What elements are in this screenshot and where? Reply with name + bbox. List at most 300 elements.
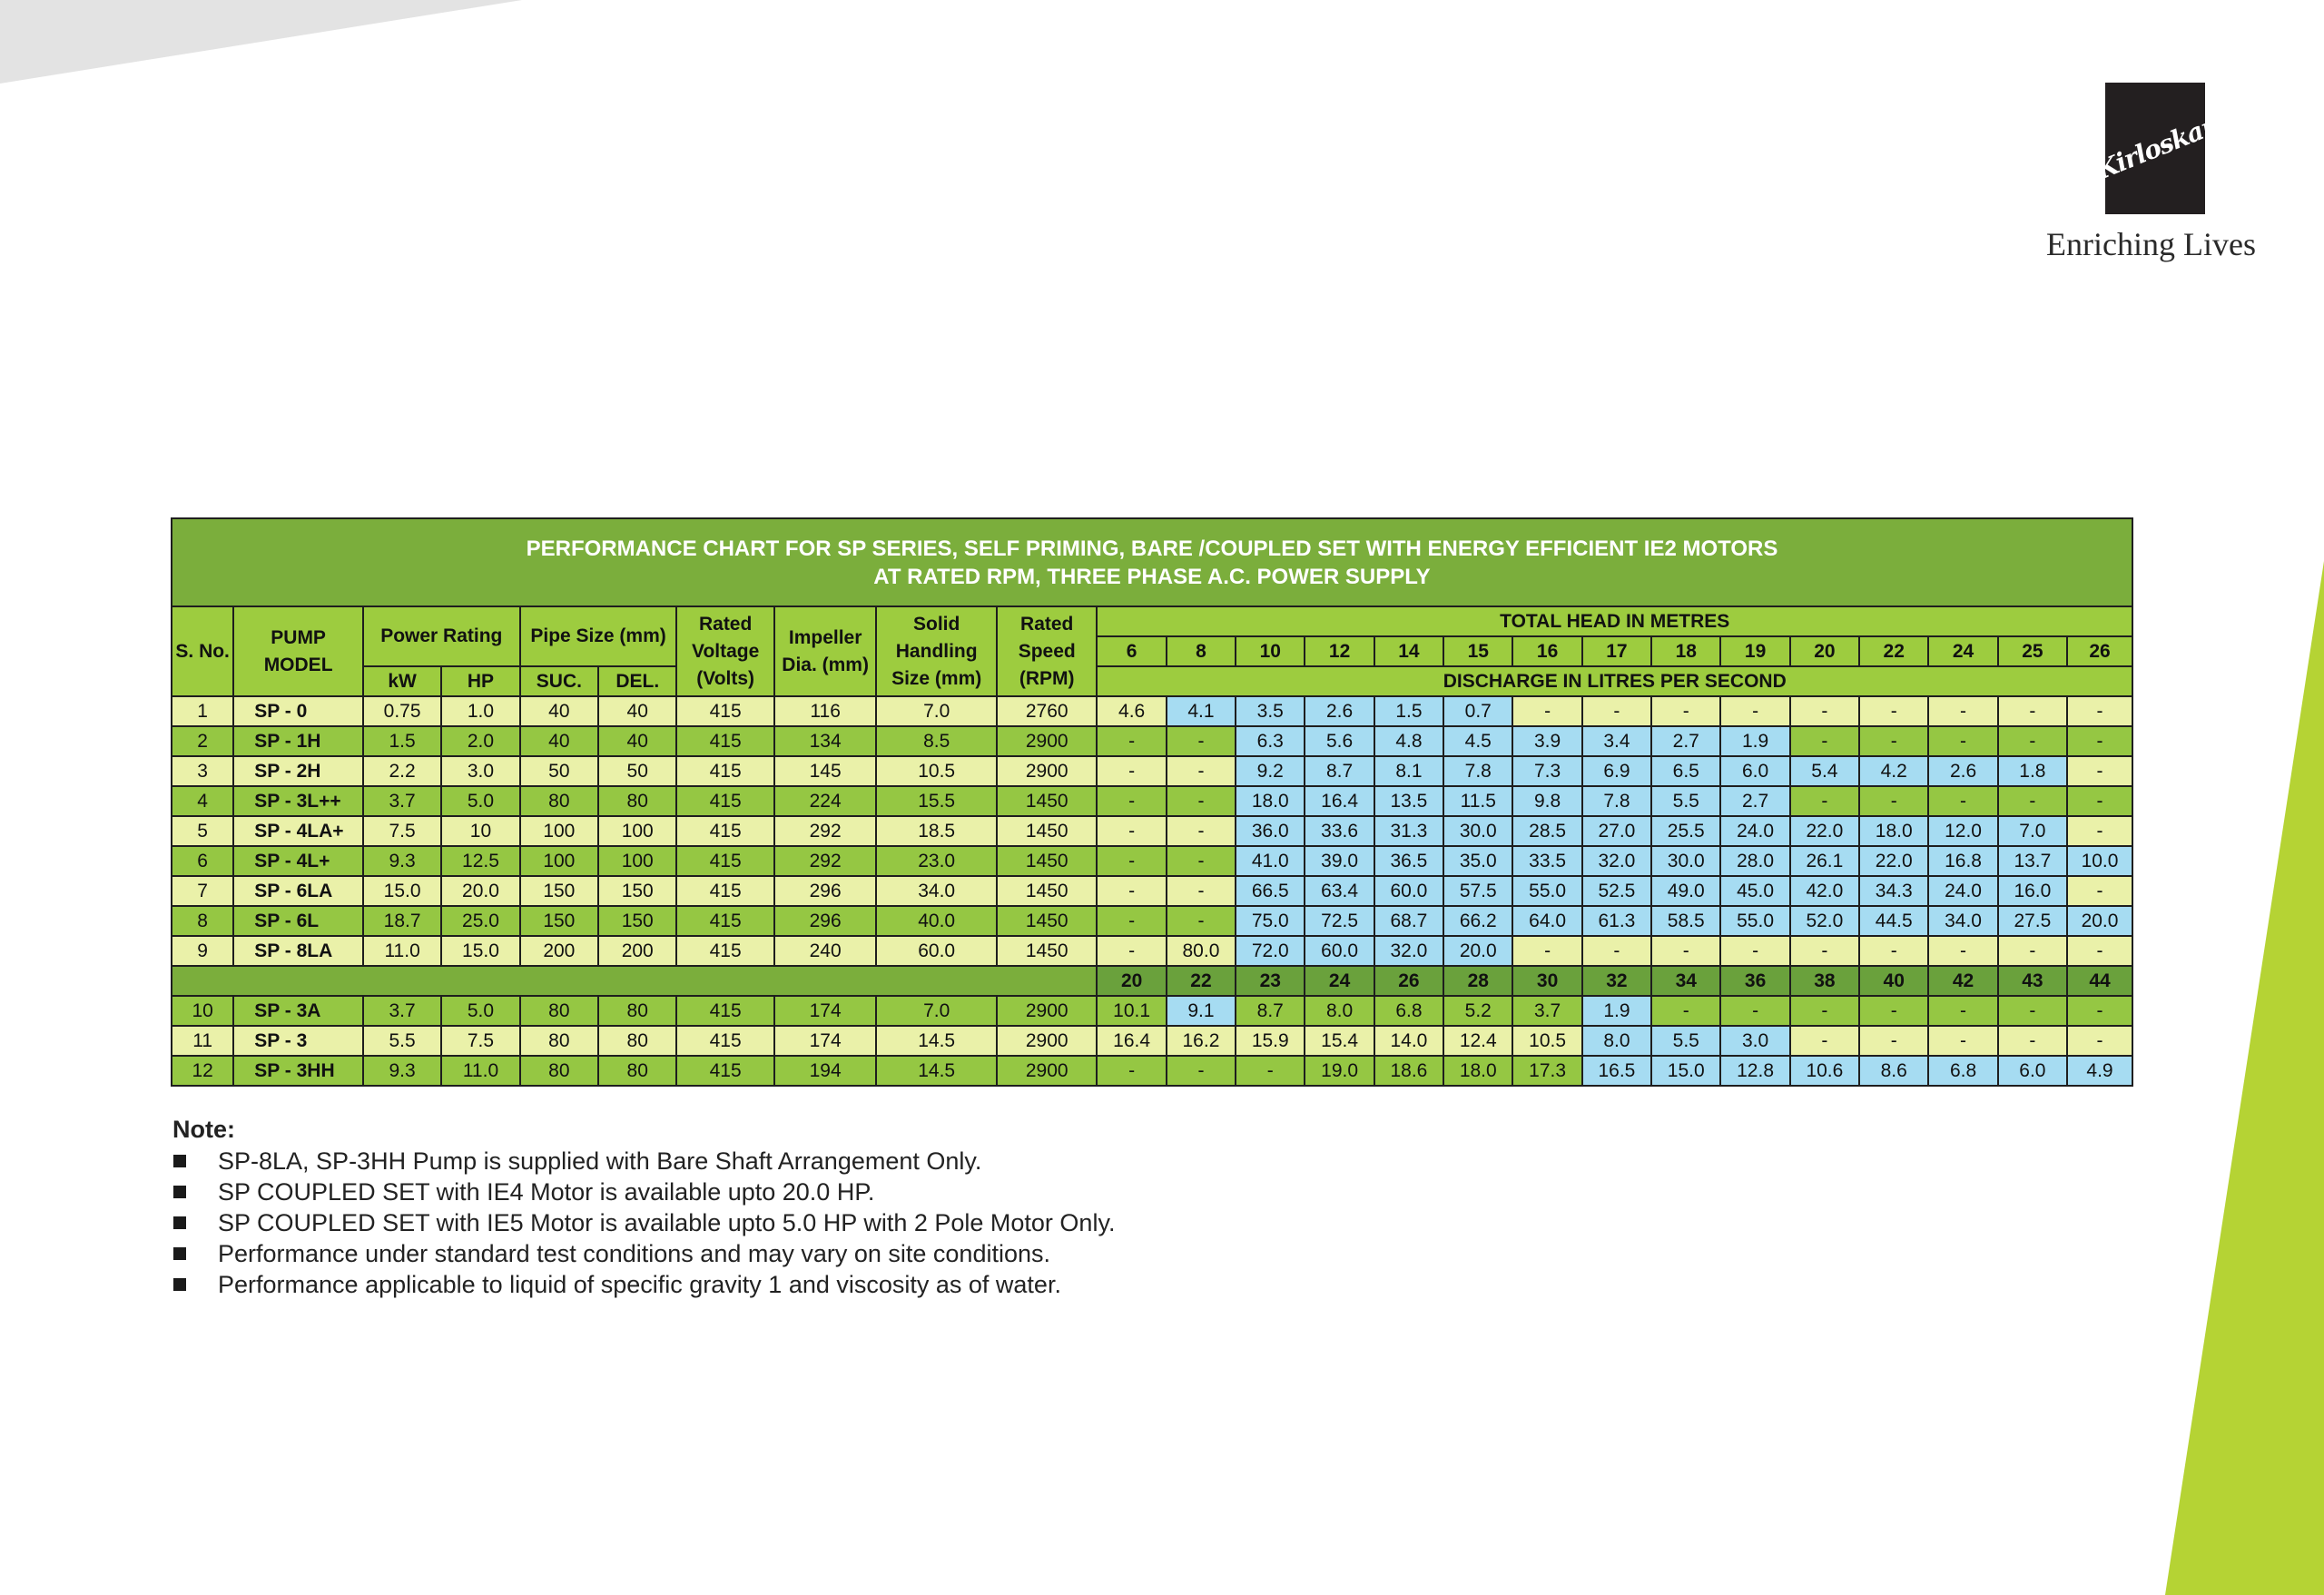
discharge-cell: - — [2067, 816, 2132, 846]
discharge-cell: 3.9 — [1512, 726, 1581, 756]
discharge-cell: - — [1512, 936, 1581, 966]
volts-cell: 415 — [676, 906, 773, 936]
head-value-cell: 40 — [1859, 966, 1928, 996]
sno-cell: 9 — [172, 936, 233, 966]
discharge-cell: - — [1651, 696, 1720, 726]
head-value-cell: 16 — [1512, 636, 1581, 666]
discharge-cell: 30.0 — [1651, 846, 1720, 876]
header-impeller-dia — [774, 606, 877, 696]
head-value-cell: 43 — [1998, 966, 2067, 996]
sno-cell: 8 — [172, 906, 233, 936]
note-item — [172, 1269, 1115, 1300]
head-value-cell: 18 — [1651, 636, 1720, 666]
head-value-cell: 36 — [1720, 966, 1789, 996]
discharge-cell: 1.9 — [1720, 726, 1789, 756]
discharge-cell: 7.3 — [1512, 756, 1581, 786]
header-solid-line-1: Solid — [913, 613, 960, 635]
discharge-cell: 3.5 — [1236, 696, 1305, 726]
impeller-cell: 240 — [774, 936, 877, 966]
discharge-cell: - — [1790, 996, 1859, 1026]
discharge-cell: 35.0 — [1443, 846, 1512, 876]
discharge-cell: 52.5 — [1582, 876, 1651, 906]
header-row-1 — [172, 606, 2132, 636]
hp-cell: 20.0 — [441, 876, 519, 906]
discharge-cell: - — [1928, 786, 1997, 816]
impeller-cell: 296 — [774, 876, 877, 906]
brand-tagline: Enriching Lives — [2046, 226, 2256, 262]
discharge-cell: 6.0 — [1998, 1056, 2067, 1086]
discharge-cell: 14.0 — [1374, 1026, 1443, 1056]
discharge-cell: 17.3 — [1512, 1056, 1581, 1086]
discharge-cell: 4.1 — [1167, 696, 1236, 726]
square-bullet-icon — [173, 1155, 186, 1167]
discharge-cell: 7.0 — [1998, 816, 2067, 846]
head-value-cell: 10 — [1236, 636, 1305, 666]
solid-cell: 7.0 — [876, 996, 997, 1026]
head-value-cell: 20 — [1097, 966, 1166, 996]
sno-cell: 11 — [172, 1026, 233, 1056]
hp-cell: 1.0 — [441, 696, 519, 726]
header-sno: S. No. — [172, 606, 233, 696]
hp-cell: 7.5 — [441, 1026, 519, 1056]
discharge-cell: - — [1167, 906, 1236, 936]
discharge-cell: 45.0 — [1720, 876, 1789, 906]
discharge-cell: - — [1720, 936, 1789, 966]
solid-cell: 23.0 — [876, 846, 997, 876]
discharge-cell: - — [1097, 936, 1166, 966]
model-cell: SP - 4L+ — [233, 846, 363, 876]
volts-cell: 415 — [676, 726, 773, 756]
discharge-cell: 22.0 — [1790, 816, 1859, 846]
discharge-cell: - — [2067, 876, 2132, 906]
kw-cell: 18.7 — [363, 906, 441, 936]
discharge-cell: 8.0 — [1305, 996, 1374, 1026]
header-pipe-size: Pipe Size (mm) — [520, 606, 677, 666]
note-item — [172, 1238, 1115, 1269]
rpm-cell: 1450 — [997, 936, 1097, 966]
discharge-cell: - — [1928, 726, 1997, 756]
header-power-rating: Power Rating — [363, 606, 520, 666]
impeller-cell: 292 — [774, 816, 877, 846]
discharge-cell: 15.4 — [1305, 1026, 1374, 1056]
discharge-cell: 80.0 — [1167, 936, 1236, 966]
discharge-cell: 30.0 — [1443, 816, 1512, 846]
note-item — [172, 1177, 1115, 1207]
discharge-cell: - — [2067, 996, 2132, 1026]
discharge-cell: - — [1790, 936, 1859, 966]
head-value-cell: 6 — [1097, 636, 1166, 666]
discharge-cell: 28.5 — [1512, 816, 1581, 846]
discharge-cell: 72.0 — [1236, 936, 1305, 966]
discharge-cell: - — [1582, 936, 1651, 966]
discharge-cell: 12.8 — [1720, 1056, 1789, 1086]
discharge-cell: 5.6 — [1305, 726, 1374, 756]
side-green-band — [2165, 561, 2324, 1595]
model-cell: SP - 3HH — [233, 1056, 363, 1086]
discharge-cell: 8.7 — [1305, 756, 1374, 786]
head-value-cell: 14 — [1374, 636, 1443, 666]
discharge-cell: 75.0 — [1236, 906, 1305, 936]
header-voltage-line-2: Voltage — [692, 640, 760, 662]
head-value-cell: 32 — [1582, 966, 1651, 996]
impeller-cell: 292 — [774, 846, 877, 876]
discharge-cell: - — [2067, 756, 2132, 786]
discharge-cell: 2.6 — [1305, 696, 1374, 726]
discharge-cell: 9.8 — [1512, 786, 1581, 816]
discharge-cell: - — [1859, 996, 1928, 1026]
header-hp: HP — [441, 666, 519, 696]
discharge-cell: 18.0 — [1443, 1056, 1512, 1086]
discharge-cell: - — [1097, 906, 1166, 936]
discharge-cell: 15.9 — [1236, 1026, 1305, 1056]
head-value-cell: 25 — [1998, 636, 2067, 666]
rpm-cell: 1450 — [997, 786, 1097, 816]
note-text: SP-8LA, SP-3HH Pump is supplied with Bare Shaft Arrangement Only. — [218, 1147, 982, 1175]
impeller-cell: 145 — [774, 756, 877, 786]
solid-cell: 8.5 — [876, 726, 997, 756]
table-title-line-2: AT RATED RPM, THREE PHASE A.C. POWER SUPPLY — [873, 564, 1431, 589]
discharge-cell: 8.0 — [1582, 1026, 1651, 1056]
discharge-cell: 16.2 — [1167, 1026, 1236, 1056]
impeller-cell: 174 — [774, 996, 877, 1026]
discharge-cell: 16.8 — [1928, 846, 1997, 876]
discharge-cell: 58.5 — [1651, 906, 1720, 936]
discharge-cell: 32.0 — [1374, 936, 1443, 966]
square-bullet-icon — [173, 1216, 186, 1229]
note-item — [172, 1207, 1115, 1238]
header-solid-line-3: Size (mm) — [891, 667, 982, 689]
discharge-cell: - — [1097, 846, 1166, 876]
head-value-cell: 17 — [1582, 636, 1651, 666]
discharge-cell: 10.5 — [1512, 1026, 1581, 1056]
header-kw: kW — [363, 666, 441, 696]
sno-cell: 12 — [172, 1056, 233, 1086]
sno-cell: 5 — [172, 816, 233, 846]
discharge-cell: - — [2067, 696, 2132, 726]
volts-cell: 415 — [676, 996, 773, 1026]
discharge-cell: - — [1859, 726, 1928, 756]
discharge-cell: - — [1928, 996, 1997, 1026]
discharge-cell: 8.6 — [1859, 1056, 1928, 1086]
header-solid-handling — [876, 606, 997, 696]
discharge-cell: 19.0 — [1305, 1056, 1374, 1086]
discharge-cell: 28.0 — [1720, 846, 1789, 876]
discharge-cell: - — [1998, 726, 2067, 756]
discharge-cell: - — [1859, 696, 1928, 726]
model-cell: SP - 4LA+ — [233, 816, 363, 846]
table-row — [172, 786, 2132, 816]
table-row — [172, 1026, 2132, 1056]
header-impeller-line-1: Impeller — [788, 626, 862, 648]
discharge-cell: - — [1167, 846, 1236, 876]
discharge-cell: 24.0 — [1928, 876, 1997, 906]
discharge-cell: - — [1928, 1026, 1997, 1056]
header-discharge: DISCHARGE IN LITRES PER SECOND — [1097, 666, 2132, 696]
del-cell: 200 — [598, 936, 676, 966]
discharge-cell: 57.5 — [1443, 876, 1512, 906]
table-row — [172, 726, 2132, 756]
discharge-cell: 55.0 — [1512, 876, 1581, 906]
discharge-cell: 10.1 — [1097, 996, 1166, 1026]
discharge-cell: - — [1928, 936, 1997, 966]
solid-cell: 7.0 — [876, 696, 997, 726]
discharge-cell: - — [1651, 936, 1720, 966]
discharge-cell: 18.6 — [1374, 1056, 1443, 1086]
solid-cell: 10.5 — [876, 756, 997, 786]
del-cell: 100 — [598, 816, 676, 846]
volts-cell: 415 — [676, 756, 773, 786]
discharge-cell: - — [1720, 996, 1789, 1026]
discharge-cell: 6.5 — [1651, 756, 1720, 786]
discharge-cell: 34.3 — [1859, 876, 1928, 906]
head-value-cell: 23 — [1236, 966, 1305, 996]
discharge-cell: - — [1790, 696, 1859, 726]
head-value-cell: 15 — [1443, 636, 1512, 666]
header-voltage-line-1: Rated — [698, 613, 753, 635]
discharge-cell: 32.0 — [1582, 846, 1651, 876]
volts-cell: 415 — [676, 936, 773, 966]
discharge-cell: - — [1720, 696, 1789, 726]
head-value-cell: 28 — [1443, 966, 1512, 996]
discharge-cell: - — [1097, 726, 1166, 756]
note-text: SP COUPLED SET with IE5 Motor is available upto 5.0 HP with 2 Pole Motor Only. — [218, 1209, 1116, 1236]
kw-cell: 0.75 — [363, 696, 441, 726]
discharge-cell: - — [1097, 816, 1166, 846]
discharge-cell: 16.4 — [1305, 786, 1374, 816]
suc-cell: 150 — [520, 876, 598, 906]
discharge-cell: 2.7 — [1651, 726, 1720, 756]
solid-cell: 40.0 — [876, 906, 997, 936]
suc-cell: 40 — [520, 726, 598, 756]
discharge-cell: - — [2067, 936, 2132, 966]
discharge-cell: 6.8 — [1374, 996, 1443, 1026]
discharge-cell: 11.5 — [1443, 786, 1512, 816]
solid-cell: 34.0 — [876, 876, 997, 906]
sno-cell: 1 — [172, 696, 233, 726]
head-value-cell: 26 — [2067, 636, 2132, 666]
hp-cell: 11.0 — [441, 1056, 519, 1086]
discharge-cell: 12.4 — [1443, 1026, 1512, 1056]
model-cell: SP - 3L++ — [233, 786, 363, 816]
notes-title: Note: — [172, 1116, 235, 1143]
kw-cell: 9.3 — [363, 846, 441, 876]
discharge-cell: 5.2 — [1443, 996, 1512, 1026]
suc-cell: 80 — [520, 996, 598, 1026]
head-value-cell: 34 — [1651, 966, 1720, 996]
suc-cell: 100 — [520, 846, 598, 876]
discharge-cell: 6.0 — [1720, 756, 1789, 786]
del-cell: 100 — [598, 846, 676, 876]
table-row — [172, 936, 2132, 966]
discharge-cell: - — [1998, 1026, 2067, 1056]
model-cell: SP - 6LA — [233, 876, 363, 906]
impeller-cell: 224 — [774, 786, 877, 816]
head-value-cell: 42 — [1928, 966, 1997, 996]
discharge-cell: 8.1 — [1374, 756, 1443, 786]
discharge-cell: 9.2 — [1236, 756, 1305, 786]
discharge-cell: 6.9 — [1582, 756, 1651, 786]
note-text: Performance applicable to liquid of specific gravity 1 and viscosity as of water. — [218, 1271, 1061, 1298]
solid-cell: 18.5 — [876, 816, 997, 846]
discharge-cell: - — [1167, 786, 1236, 816]
model-cell: SP - 3A — [233, 996, 363, 1026]
discharge-cell: - — [1167, 816, 1236, 846]
sno-cell: 2 — [172, 726, 233, 756]
notes-list — [172, 1146, 1115, 1300]
discharge-cell: 18.0 — [1859, 816, 1928, 846]
kw-cell: 3.7 — [363, 786, 441, 816]
impeller-cell: 116 — [774, 696, 877, 726]
discharge-cell: 6.3 — [1236, 726, 1305, 756]
sno-cell: 7 — [172, 876, 233, 906]
discharge-cell: 34.0 — [1928, 906, 1997, 936]
header-rated-voltage — [676, 606, 773, 696]
del-cell: 50 — [598, 756, 676, 786]
discharge-cell: 20.0 — [2067, 906, 2132, 936]
discharge-cell: 12.0 — [1928, 816, 1997, 846]
head-value-cell: 24 — [1928, 636, 1997, 666]
discharge-cell: 3.0 — [1720, 1026, 1789, 1056]
kw-cell: 5.5 — [363, 1026, 441, 1056]
discharge-cell: - — [2067, 786, 2132, 816]
discharge-cell: 6.8 — [1928, 1056, 1997, 1086]
discharge-cell: - — [1998, 996, 2067, 1026]
discharge-cell: 31.3 — [1374, 816, 1443, 846]
model-cell: SP - 2H — [233, 756, 363, 786]
rpm-cell: 1450 — [997, 876, 1097, 906]
del-cell: 150 — [598, 876, 676, 906]
table-title — [172, 518, 2132, 606]
discharge-cell: 10.6 — [1790, 1056, 1859, 1086]
discharge-cell: 26.1 — [1790, 846, 1859, 876]
discharge-cell: 1.9 — [1582, 996, 1651, 1026]
discharge-cell: 49.0 — [1651, 876, 1720, 906]
discharge-cell: - — [1998, 696, 2067, 726]
volts-cell: 415 — [676, 696, 773, 726]
discharge-cell: - — [1790, 726, 1859, 756]
discharge-cell: 36.5 — [1374, 846, 1443, 876]
discharge-cell: - — [1928, 696, 1997, 726]
head-value-cell: 22 — [1167, 966, 1236, 996]
table-row — [172, 876, 2132, 906]
solid-cell: 60.0 — [876, 936, 997, 966]
discharge-cell: 3.7 — [1512, 996, 1581, 1026]
header-speed-line-1: Rated — [1020, 613, 1074, 635]
discharge-cell: 39.0 — [1305, 846, 1374, 876]
discharge-cell: - — [1998, 786, 2067, 816]
note-item — [172, 1146, 1115, 1177]
table-title-line-1: PERFORMANCE CHART FOR SP SERIES, SELF PRIMING, BARE /COUPLED SET WITH ENERGY EFFICIENT IE2 MOTORS — [526, 536, 1778, 561]
header-solid-line-2: Handling — [895, 640, 978, 662]
discharge-cell: - — [1859, 936, 1928, 966]
sno-cell: 6 — [172, 846, 233, 876]
discharge-cell: 1.8 — [1998, 756, 2067, 786]
discharge-cell: 66.5 — [1236, 876, 1305, 906]
model-cell: SP - 1H — [233, 726, 363, 756]
discharge-cell: - — [1512, 696, 1581, 726]
discharge-cell: 25.5 — [1651, 816, 1720, 846]
square-bullet-icon — [173, 1186, 186, 1198]
sno-cell: 3 — [172, 756, 233, 786]
del-cell: 80 — [598, 996, 676, 1026]
del-cell: 40 — [598, 696, 676, 726]
del-cell: 80 — [598, 786, 676, 816]
head-value-cell: 24 — [1305, 966, 1374, 996]
header-speed-line-2: Speed — [1018, 640, 1076, 662]
volts-cell: 415 — [676, 1056, 773, 1086]
hp-cell: 15.0 — [441, 936, 519, 966]
hp-cell: 12.5 — [441, 846, 519, 876]
performance-chart-table — [171, 517, 2133, 1087]
discharge-cell: - — [1859, 786, 1928, 816]
discharge-cell: 4.5 — [1443, 726, 1512, 756]
discharge-cell: - — [2067, 1026, 2132, 1056]
discharge-cell: 60.0 — [1305, 936, 1374, 966]
discharge-cell: 5.5 — [1651, 1026, 1720, 1056]
head-value-cell: 30 — [1512, 966, 1581, 996]
table-row — [172, 846, 2132, 876]
discharge-cell: 42.0 — [1790, 876, 1859, 906]
suc-cell: 40 — [520, 696, 598, 726]
head-value-cell: 8 — [1167, 636, 1236, 666]
discharge-cell: 36.0 — [1236, 816, 1305, 846]
discharge-cell: - — [1167, 876, 1236, 906]
table-row — [172, 756, 2132, 786]
header-suc: SUC. — [520, 666, 598, 696]
discharge-cell: 13.5 — [1374, 786, 1443, 816]
hp-cell: 5.0 — [441, 786, 519, 816]
volts-cell: 415 — [676, 846, 773, 876]
impeller-cell: 134 — [774, 726, 877, 756]
discharge-cell: - — [1097, 876, 1166, 906]
discharge-cell: 27.5 — [1998, 906, 2067, 936]
suc-cell: 80 — [520, 786, 598, 816]
solid-cell: 15.5 — [876, 786, 997, 816]
discharge-cell: 9.1 — [1167, 996, 1236, 1026]
discharge-cell: 2.7 — [1720, 786, 1789, 816]
discharge-cell: 44.5 — [1859, 906, 1928, 936]
hp-cell: 10 — [441, 816, 519, 846]
square-bullet-icon — [173, 1278, 186, 1291]
volts-cell: 415 — [676, 786, 773, 816]
solid-cell: 14.5 — [876, 1026, 997, 1056]
discharge-cell: 16.5 — [1582, 1056, 1651, 1086]
discharge-cell: 7.8 — [1443, 756, 1512, 786]
rpm-cell: 1450 — [997, 816, 1097, 846]
discharge-cell: - — [1236, 1056, 1305, 1086]
discharge-cell: 4.8 — [1374, 726, 1443, 756]
discharge-cell: - — [1097, 786, 1166, 816]
discharge-cell: 18.0 — [1236, 786, 1305, 816]
rpm-cell: 2900 — [997, 1056, 1097, 1086]
hp-cell: 3.0 — [441, 756, 519, 786]
head-group-2-row — [172, 966, 2132, 996]
note-text: SP COUPLED SET with IE4 Motor is available upto 20.0 HP. — [218, 1178, 875, 1206]
suc-cell: 80 — [520, 1026, 598, 1056]
discharge-cell: 55.0 — [1720, 906, 1789, 936]
impeller-cell: 296 — [774, 906, 877, 936]
impeller-cell: 174 — [774, 1026, 877, 1056]
table-row — [172, 696, 2132, 726]
discharge-cell: 1.5 — [1374, 696, 1443, 726]
discharge-cell: 33.5 — [1512, 846, 1581, 876]
discharge-cell: 0.7 — [1443, 696, 1512, 726]
suc-cell: 50 — [520, 756, 598, 786]
hp-cell: 5.0 — [441, 996, 519, 1026]
discharge-cell: 52.0 — [1790, 906, 1859, 936]
discharge-cell: - — [1790, 1026, 1859, 1056]
discharge-cell: 7.8 — [1582, 786, 1651, 816]
